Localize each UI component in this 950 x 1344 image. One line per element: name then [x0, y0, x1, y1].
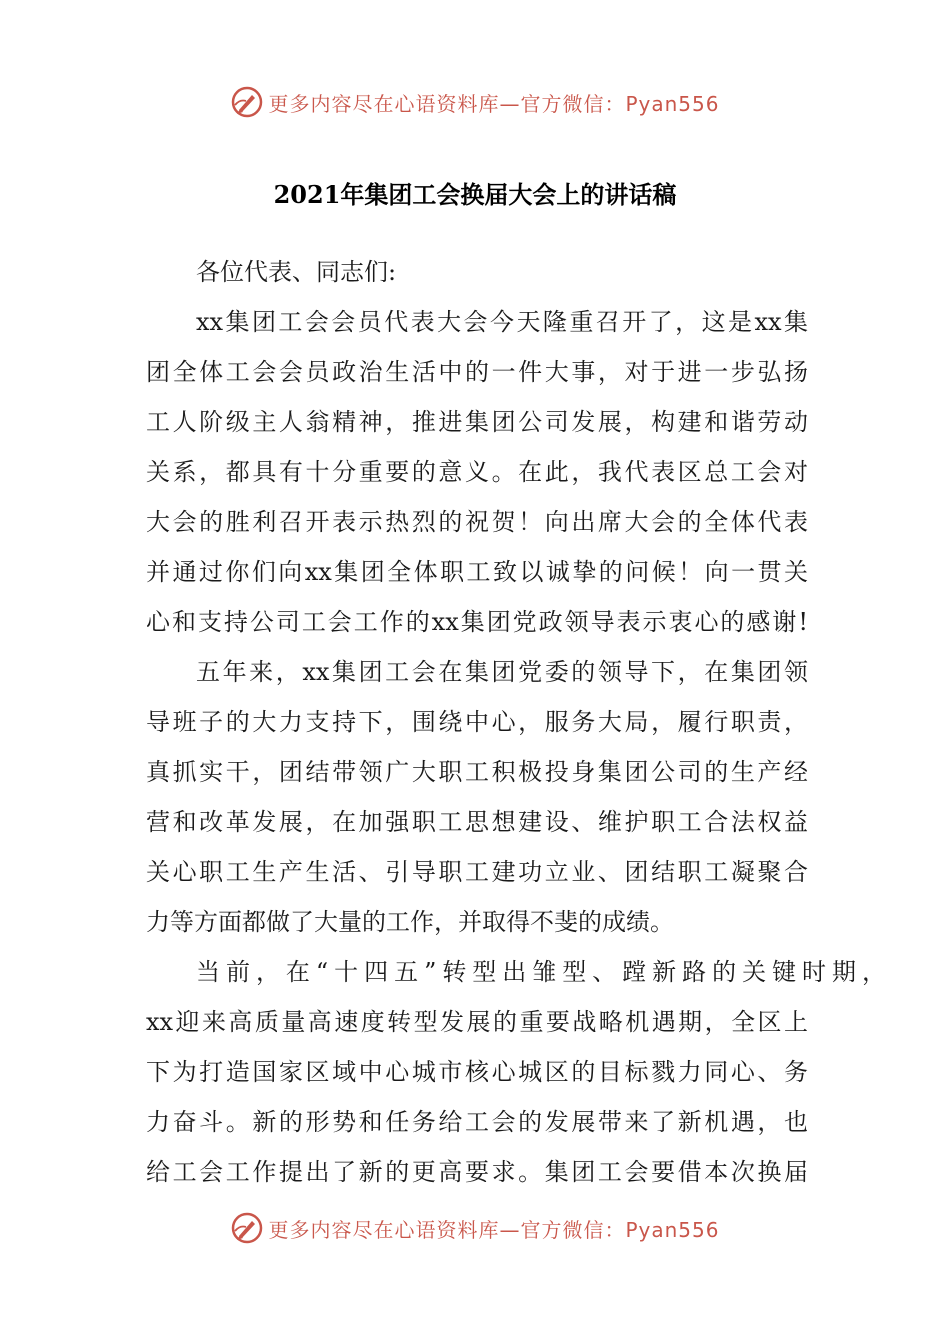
paragraph-line: 五年来，xx集团工会在集团党委的领导下，在集团领	[196, 658, 808, 686]
paragraph-line: 导班子的大力支持下，围绕中心，服务大局，履行职责，	[146, 708, 808, 736]
paragraph-line: 下为打造国家区域中心城市核心城区的目标戮力同心、务	[146, 1058, 808, 1086]
paragraph-line: 工人阶级主人翁精神，推进集团公司发展，构建和谐劳动	[146, 408, 808, 436]
watermark-text: 更多内容尽在心语资料库—官方微信：Pyan556	[268, 1217, 720, 1242]
watermark-text: 更多内容尽在心语资料库—官方微信：Pyan556	[268, 91, 720, 116]
paragraph-line: xx集团工会会员代表大会今天隆重召开了，这是xx集	[196, 308, 808, 336]
paragraph-line: 并通过你们向xx集团全体职工致以诚挚的问候！向一贯关	[146, 558, 808, 586]
document-title: 2021年集团工会换届大会上的讲话稿	[273, 180, 677, 209]
pen-circle-logo-icon	[230, 85, 264, 119]
paragraph-line: 力奋斗。新的形势和任务给工会的发展带来了新机遇，也	[146, 1108, 808, 1136]
paragraph-line: xx迎来高质量高速度转型发展的重要战略机遇期，全区上	[146, 1008, 808, 1036]
paragraph-line: 大会的胜利召开表示热烈的祝贺！向出席大会的全体代表	[146, 508, 808, 536]
paragraph-line: 心和支持公司工会工作的xx集团党政领导表示衷心的感谢!	[146, 608, 808, 636]
watermark-footer	[0, 1208, 950, 1248]
paragraph-line: 关系，都具有十分重要的意义。在此，我代表区总工会对	[146, 458, 808, 486]
paragraph-line: 力等方面都做了大量的工作，并取得不斐的成绩。	[146, 908, 674, 936]
paragraph-line: 营和改革发展，在加强职工思想建设、维护职工合法权益	[146, 808, 808, 836]
paragraph-line: 真抓实干，团结带领广大职工积极投身集团公司的生产经	[146, 758, 808, 786]
paragraph-line: 当前，在“十四五”转型出雏型、蹚新路的关键时期，	[196, 958, 886, 986]
paragraph-line: 关心职工生产生活、引导职工建功立业、团结职工凝聚合	[146, 858, 808, 886]
salutation-line: 各位代表、同志们:	[196, 258, 397, 286]
paragraph-line: 团全体工会会员政治生活中的一件大事，对于进一步弘扬	[146, 358, 808, 386]
watermark-header	[0, 82, 950, 122]
paragraph-line: 给工会工作提出了新的更高要求。集团工会要借本次换届	[146, 1158, 808, 1186]
document-body	[146, 247, 886, 1197]
pen-circle-logo-icon	[230, 1211, 264, 1245]
